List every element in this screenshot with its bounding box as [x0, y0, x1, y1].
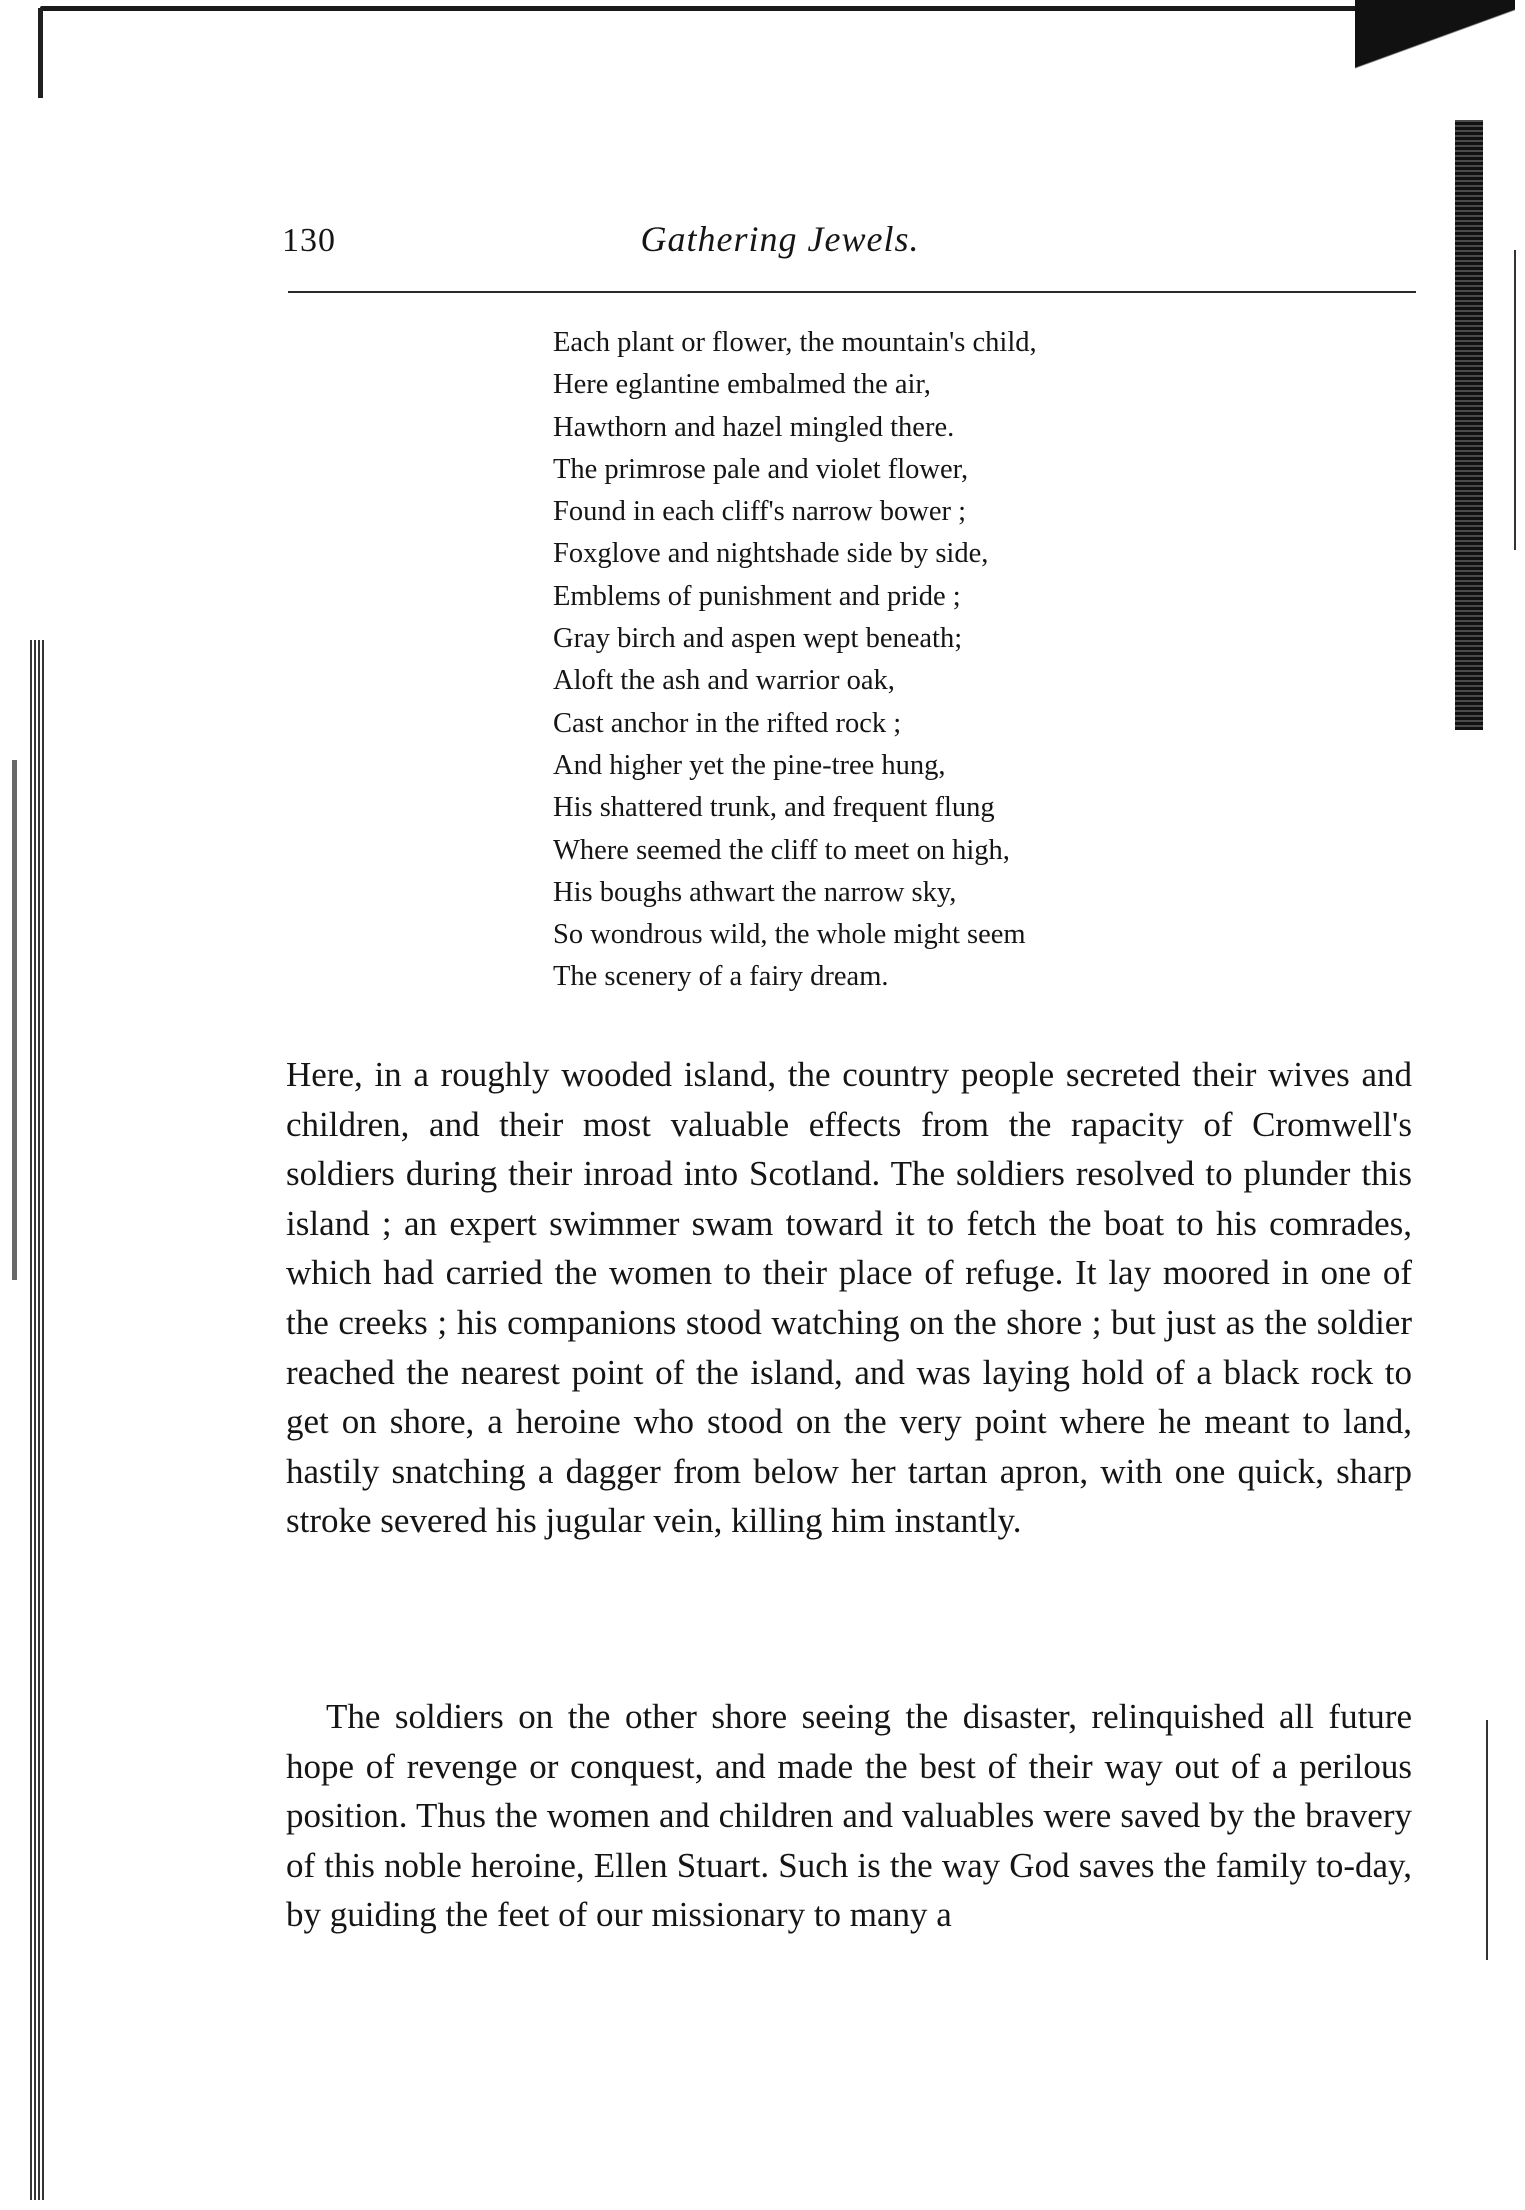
running-title: Gathering Jewels.: [640, 219, 920, 259]
page-edge-left: [38, 8, 43, 98]
verse-line: Each plant or flower, the mountain's child,: [553, 327, 1037, 358]
page-edge-right-line: [1514, 250, 1516, 550]
page-edge-top: [40, 6, 1475, 11]
verse-line: Found in each cliff's narrow bower ;: [553, 496, 966, 528]
verse-line: Aloft the ash and warrior oak,: [553, 665, 895, 697]
poem-verse: [553, 322, 1253, 999]
verse-line: Gray birch and aspen wept beneath;: [553, 623, 963, 655]
body-paragraph: Here, in a roughly wooded island, the country people secreted their wives and children, and their most valuable effects from the rapacity of Cromwell's soldiers during their inroad into Scotland. The soldiers resolved to plunder this island ; an expert swimmer swam toward it to fetch the boat to his comrades, which had carried the women to their place of refuge. It lay moored in one of the creeks ; his companions stood watching on the shore ; but just as the soldier reached the nearest point of the island, and was laying hold of a black rock to get on shore, a heroine who stood on the very point where he meant to land, hastily snatching a dagger from below her tartan apron, with one quick, sharp stroke severed his jugular vein, killing him instantly.: [286, 1055, 1412, 1541]
verse-line: Emblems of punishment and pride ;: [553, 580, 961, 612]
verse-line: His shattered trunk, and frequent flung: [553, 792, 995, 824]
verse-line: Cast anchor in the rifted rock ;: [553, 707, 902, 739]
verse-line: His boughs athwart the narrow sky,: [553, 876, 957, 908]
page-edge-right: [1455, 120, 1483, 730]
page-edge-right-lower-line: [1486, 1720, 1488, 1960]
body-paragraph: The soldiers on the other shore seeing the disaster, relinquished all future hope of revenge or conquest, and made the best of their way out of a perilous position. Thus the women and children and valuables were saved by the bravery of this noble heroine, Ellen Stuart. Such is the way God saves the family to-day, by guiding the feet of our missionary to many a: [286, 1697, 1412, 1935]
verse-line: The scenery of a fairy dream.: [553, 961, 889, 993]
verse-line: So wondrous wild, the whole might seem: [553, 919, 1026, 951]
verse-line: Foxglove and nightshade side by side,: [553, 538, 989, 570]
verse-line: Hawthorn and hazel mingled there.: [553, 411, 955, 443]
page-number: 130: [282, 222, 336, 259]
page-edge-corner: [1355, 0, 1515, 110]
verse-line: And higher yet the pine-tree hung,: [553, 749, 946, 781]
verse-line: Here eglantine embalmed the air,: [553, 369, 931, 401]
binding-shadow: [30, 640, 44, 2200]
binding-shadow-thin: [12, 760, 17, 1280]
header-rule: [288, 291, 1416, 293]
verse-line: The primrose pale and violet flower,: [553, 453, 969, 485]
verse-line: Where seemed the cliff to meet on high,: [553, 834, 1010, 866]
